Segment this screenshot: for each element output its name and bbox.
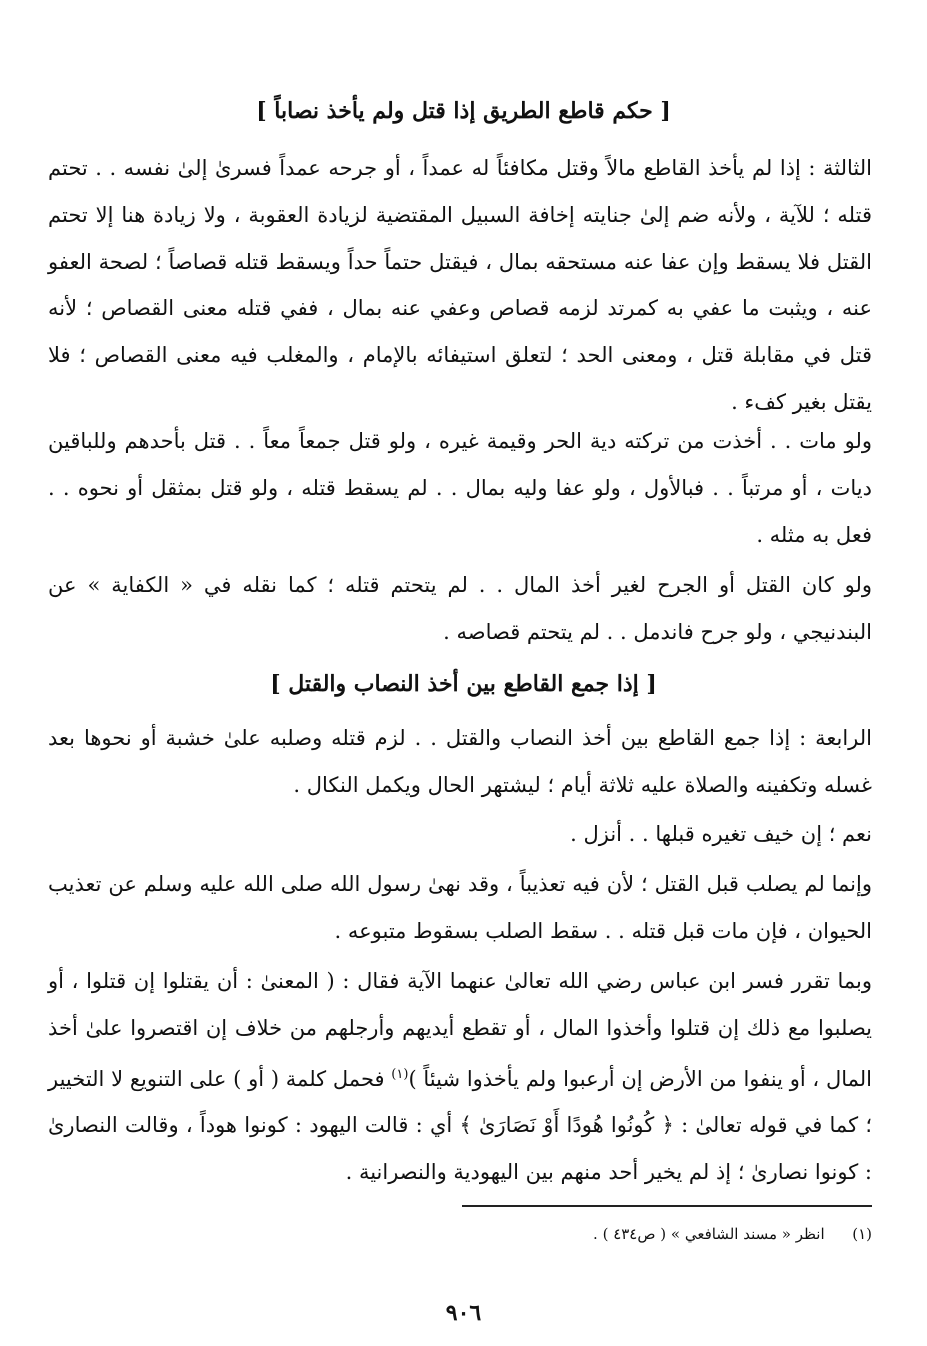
paragraph-7-part-a: وبما تقرر فسر ابن عباس رضي الله تعالىٰ عنهما الآية فقال : ( المعنىٰ : أن يقتلوا إن قتلوا ، أو يصلبوا مع ذلك إن قتلوا وأخذوا المال ، أو تقطع أيديهم وأرجلهم من خلاف إن اقتصروا علىٰ أخذ المال ، أو ينفوا من الأرض إن أرعبوا ولم يأخذوا شيئاً )	[48, 969, 872, 1091]
paragraph-2-text: ولو مات . . أخذت من تركته دية الحر وقيمة غيره ، ولو قتل جمعاً معاً . . قتل بأحدهم وللباقين ديات ، أو مرتباً . . فبالأول ، ولو عفا وليه بمال . . لم يسقط قتله ، ولو قتل بمثقل أو نحوه . . فعل به مثله .	[48, 429, 872, 547]
footnote-text: انظر « مسند الشافعي » ( ص٤٣٤ ) .	[593, 1225, 825, 1243]
section-heading-2: [ إذا جمع القاطع بين أخذ النصاب والقتل ]	[270, 671, 657, 697]
paragraph-7-text	[48, 958, 872, 1196]
page-number: ٩٠٦	[445, 1300, 482, 1326]
footnote	[462, 1222, 872, 1246]
paragraph-4-text: الرابعة : إذا جمع القاطع بين أخذ النصاب والقتل . . لزم قتله وصلبه علىٰ خشبة أو نحوها بعد غسله وتكفينه والصلاة عليه ثلاثة أيام ؛ ليشتهر الحال ويكمل النكال .	[48, 726, 872, 797]
footnote-number: (١)	[852, 1225, 872, 1243]
paragraph-6-text: وإنما لم يصلب قبل القتل ؛ لأن فيه تعذيباً ، وقد نهىٰ رسول الله صلى الله عليه وسلم عن تعذيب الحيوان ، فإن مات قبل قتله . . سقط الصلب بسقوط متبوعه .	[48, 872, 872, 943]
paragraph-7-part-b: فحمل كلمة ( أو ) على التنويع لا التخيير ؛ كما في قوله تعالىٰ : ﴿ كُونُوا هُودًا أَوْ نَصَارَىٰ ﴾ أي : قالت اليهود : كونوا هوداً ، وقالت النصارىٰ : كونوا نصارىٰ ؛ إذ لم يخير أحد منهم بين اليهودية والنصرانية .	[48, 1066, 872, 1185]
paragraph-3	[48, 562, 872, 656]
footnote-divider	[462, 1205, 872, 1207]
paragraph-5	[48, 811, 872, 858]
paragraph-7	[48, 958, 872, 1196]
section-heading-1: [ حكم قاطع الطريق إذا قتل ولم يأخذ نصاباً ]	[256, 98, 671, 124]
paragraph-6	[48, 861, 872, 955]
paragraph-4	[48, 715, 872, 809]
footnote-reference: (١)	[391, 1066, 409, 1082]
paragraph-5-text: نعم ؛ إن خيف تغيره قبلها . . أنزل .	[570, 822, 872, 846]
paragraph-1-text: الثالثة : إذا لم يأخذ القاطع مالاً وقتل مكافئاً له عمداً ، أو جرحه عمداً فسرىٰ إلىٰ نفسه . . تحتم قتله ؛ للآية ، ولأنه ضم إلىٰ جنايته إخافة السبيل المقتضية لزيادة العقوبة ، ولا زيادة هنا إلا تحتم القتل فلا يسقط وإن عفا عنه مستحقه بمال ، فيقتل حتماً حداً ويسقط قتله قصاصاً ؛ لصحة العفو عنه ، ويثبت ما عفي به كمرتد لزمه قصاص وعفي عنه بمال ، ففي قتله معنى القصاص ؛ لأنه قتل في مقابلة قتل ، ومعنى الحد ؛ لتعلق استيفائه بالإمام ، والمغلب فيه معنى القصاص ؛ فلا يقتل بغير كفء .	[48, 156, 872, 414]
paragraph-2	[48, 418, 872, 558]
paragraph-3-text: ولو كان القتل أو الجرح لغير أخذ المال . . لم يتحتم قتله ؛ كما نقله في « الكفاية » عن البندنيجي ، ولو جرح فاندمل . . لم يتحتم قصاصه .	[48, 573, 872, 644]
paragraph-1	[48, 145, 872, 426]
